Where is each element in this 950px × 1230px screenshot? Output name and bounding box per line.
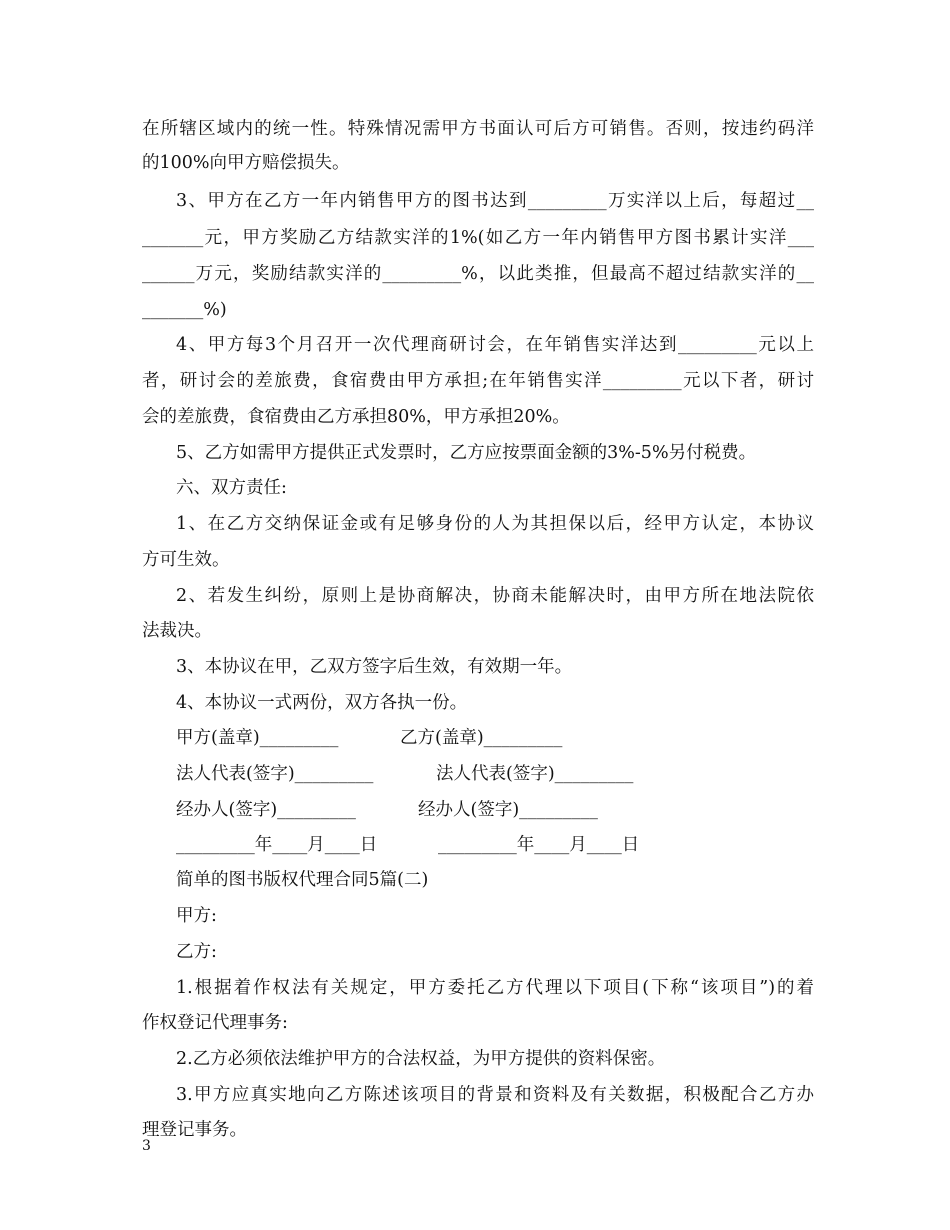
clause-5: 5、乙方如需甲方提供正式发票时，乙方应按票面金额的3%-5%另付税费。 bbox=[176, 443, 757, 463]
responsibility-4: 4、本协议一式两份，双方各执一份。 bbox=[176, 693, 468, 713]
para-continuation-line-1: 在所辖区域内的统一性。特殊情况需甲方书面认可后方可销售。否则，按违约码洋 bbox=[142, 119, 814, 139]
signature-party-b-date: _________年____月____日 bbox=[438, 835, 640, 855]
clause-4-line-2: 者，研讨会的差旅费，食宿费由甲方承担;在年销售实洋_________元以下者，研讨 bbox=[142, 371, 814, 391]
section-2-clause-3-line-2: 理登记事务。 bbox=[142, 1120, 247, 1140]
signature-party-b-handler: 经办人(签字)_________ bbox=[418, 800, 598, 820]
section-2-party-a: 甲方: bbox=[176, 906, 217, 926]
page-number: 3 bbox=[142, 1138, 151, 1154]
signature-party-a-handler: 经办人(签字)_________ bbox=[176, 800, 356, 820]
section-2-clause-3-line-1: 3.甲方应真实地向乙方陈述该项目的背景和资料及有关数据，积极配合乙方办 bbox=[176, 1085, 814, 1105]
signature-party-b-legal-rep: 法人代表(签字)_________ bbox=[436, 764, 634, 784]
responsibility-1-line-2: 方可生效。 bbox=[142, 550, 230, 570]
responsibility-3: 3、本协议在甲，乙双方签字后生效，有效期一年。 bbox=[176, 657, 573, 677]
signature-party-b-seal: 乙方(盖章)_________ bbox=[400, 728, 563, 748]
clause-3-line-2: _______元，甲方奖励乙方结款实洋的1%(如乙方一年内销售甲方图书累计实洋___ bbox=[142, 228, 814, 248]
signature-party-a-date: _________年____月____日 bbox=[176, 835, 378, 855]
section-2-party-b: 乙方: bbox=[176, 942, 217, 962]
responsibility-1-line-1: 1、在乙方交纳保证金或有足够身份的人为其担保以后，经甲方认定，本协议 bbox=[176, 514, 814, 534]
responsibility-2-line-2: 法裁决。 bbox=[142, 621, 212, 641]
clause-4-line-3: 会的差旅费，食宿费由乙方承担80%，甲方承担20%。 bbox=[142, 407, 570, 427]
signature-party-a-seal: 甲方(盖章)_________ bbox=[176, 728, 339, 748]
clause-3-line-1: 3、甲方在乙方一年内销售甲方的图书达到_________万实洋以上后，每超过__ bbox=[176, 191, 814, 211]
section-heading-responsibilities: 六、双方责任: bbox=[176, 478, 287, 498]
clause-3-line-4: _______%) bbox=[142, 300, 227, 320]
clause-3-line-3: ______万元，奖励结款实洋的_________%，以此类推，但最高不超过结款实洋的__ bbox=[142, 264, 814, 284]
section-2-clause-1-line-1: 1.根据着作权法有关规定，甲方委托乙方代理以下项目(下称“该项目”)的着 bbox=[176, 978, 814, 998]
clause-4-line-1: 4、甲方每3个月召开一次代理商研讨会，在年销售实洋达到_________元以上 bbox=[176, 335, 814, 355]
section-2-title: 简单的图书版权代理合同5篇(二) bbox=[176, 870, 429, 890]
section-2-clause-1-line-2: 作权登记代理事务: bbox=[142, 1013, 288, 1033]
section-2-clause-2: 2.乙方必须依法维护甲方的合法权益，为甲方提供的资料保密。 bbox=[176, 1049, 666, 1069]
signature-party-a-legal-rep: 法人代表(签字)_________ bbox=[176, 764, 374, 784]
para-continuation-line-2: 的100%向甲方赔偿损失。 bbox=[142, 153, 350, 173]
responsibility-2-line-1: 2、若发生纠纷，原则上是协商解决，协商未能解决时，由甲方所在地法院依 bbox=[176, 586, 814, 606]
